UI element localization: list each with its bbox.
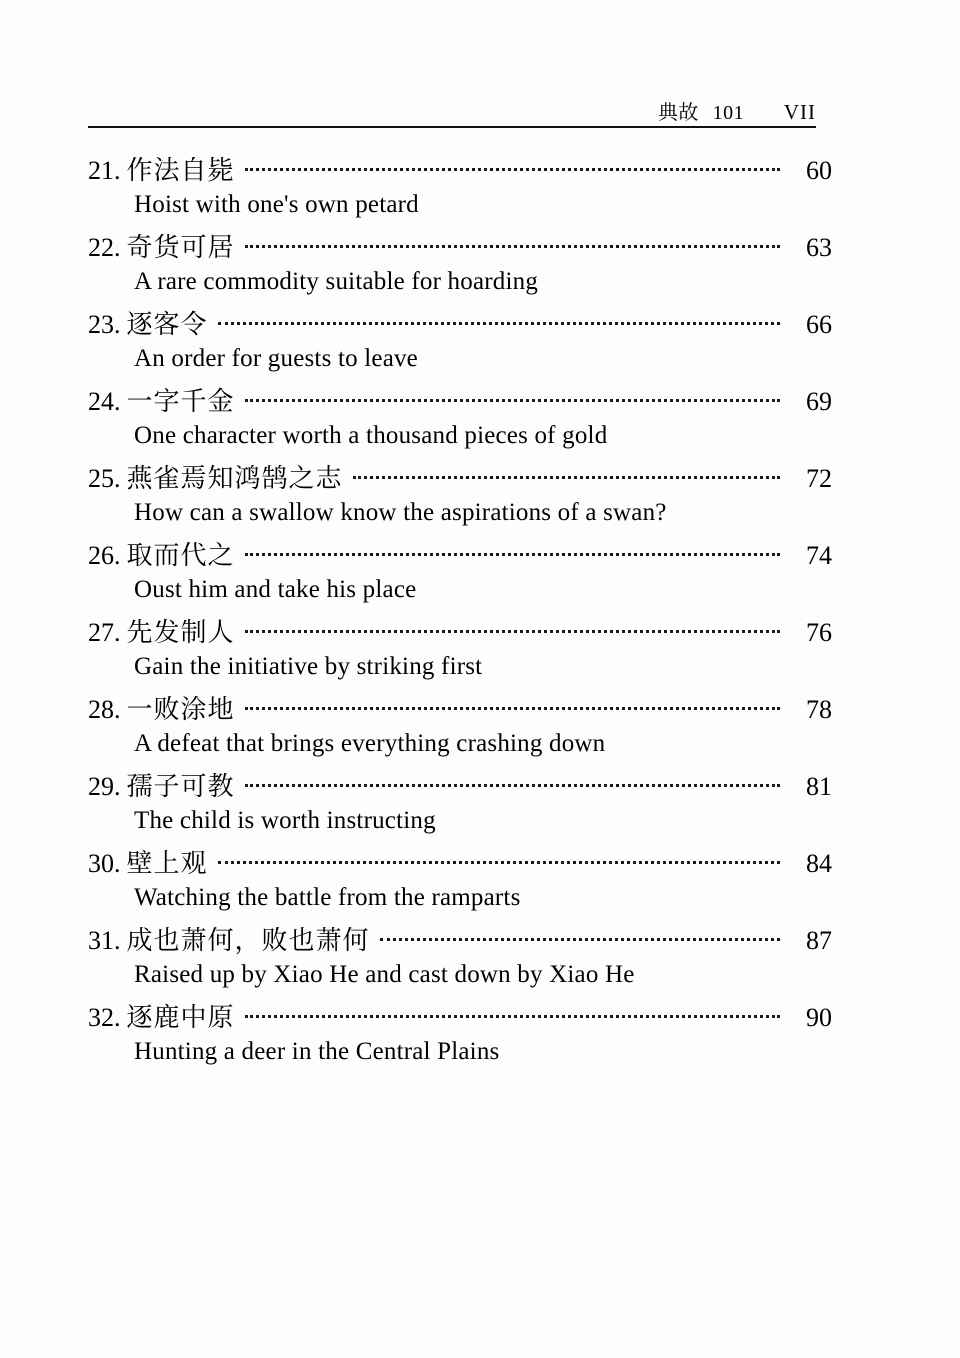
toc-entry-title-chinese: 逐鹿中原 [126, 1003, 235, 1033]
table-of-contents [88, 150, 832, 1074]
toc-entry-title-chinese: 取而代之 [126, 541, 235, 571]
running-header [88, 96, 816, 125]
toc-entry[interactable] [88, 227, 832, 296]
toc-entry-title-chinese: 壁上观 [126, 849, 208, 879]
toc-entry[interactable] [88, 997, 832, 1066]
dot-leader [245, 692, 780, 718]
toc-entry-page: 81 [806, 772, 832, 801]
toc-entry-number: 26. [88, 541, 121, 570]
toc-entry-title-chinese: 成也萧何，败也萧何 [126, 926, 370, 956]
toc-entry-page: 69 [806, 387, 832, 416]
toc-entry-number: 32. [88, 1003, 121, 1032]
toc-entry[interactable] [88, 381, 832, 450]
toc-entry[interactable] [88, 766, 832, 835]
header-page-number: VII [783, 100, 816, 124]
toc-entry-page: 74 [806, 541, 832, 570]
dot-leader [245, 153, 780, 179]
toc-entry-number: 29. [88, 772, 121, 801]
toc-entry-number: 22. [88, 233, 121, 262]
dot-leader [218, 307, 780, 333]
toc-entry-title-chinese: 作法自毙 [126, 156, 235, 186]
toc-entry-page: 90 [806, 1003, 832, 1032]
toc-entry-number: 24. [88, 387, 121, 416]
toc-entry-page: 78 [806, 695, 832, 724]
dot-leader [245, 230, 780, 256]
toc-entry-title-english: Gain the initiative by striking first [134, 653, 483, 680]
toc-entry-title-chinese: 一败涂地 [126, 695, 235, 725]
toc-entry-title-chinese: 逐客令 [126, 310, 208, 340]
toc-entry-page: 60 [806, 156, 832, 185]
toc-entry-title-english: A rare commodity suitable for hoarding [134, 268, 539, 295]
dot-leader [380, 923, 780, 949]
header-divider [88, 126, 816, 128]
toc-entry-title-english: Oust him and take his place [134, 576, 417, 603]
toc-entry[interactable] [88, 920, 832, 989]
dot-leader [245, 1000, 780, 1026]
toc-entry[interactable] [88, 458, 832, 527]
dot-leader [245, 769, 780, 795]
dot-leader [218, 846, 780, 872]
toc-entry-number: 30. [88, 849, 121, 878]
toc-entry-number: 21. [88, 156, 121, 185]
toc-entry-page: 76 [806, 618, 832, 647]
toc-entry[interactable] [88, 150, 832, 219]
toc-entry[interactable] [88, 535, 832, 604]
toc-entry[interactable] [88, 843, 832, 912]
toc-entry[interactable] [88, 689, 832, 758]
toc-entry-title-chinese: 奇货可居 [126, 233, 235, 263]
toc-entry-title-chinese: 燕雀焉知鸿鹄之志 [126, 464, 343, 494]
header-book-number: 101 [712, 102, 745, 124]
toc-entry[interactable] [88, 304, 832, 373]
toc-entry-number: 31. [88, 926, 121, 955]
toc-entry-title-english: Hoist with one's own petard [134, 191, 419, 218]
toc-entry-title-english: Hunting a deer in the Central Plains [134, 1038, 500, 1065]
toc-entry-title-english: Watching the battle from the ramparts [134, 884, 521, 911]
dot-leader [245, 615, 780, 641]
toc-entry-number: 27. [88, 618, 121, 647]
toc-entry-title-english: One character worth a thousand pieces of gold [134, 422, 608, 449]
toc-entry-title-english: A defeat that brings everything crashing down [134, 730, 606, 757]
toc-entry-title-english: The child is worth instructing [134, 807, 436, 834]
toc-entry-title-english: An order for guests to leave [134, 345, 418, 372]
toc-entry[interactable] [88, 612, 832, 681]
toc-entry-page: 66 [806, 310, 832, 339]
toc-entry-number: 28. [88, 695, 121, 724]
toc-entry-number: 25. [88, 464, 121, 493]
dot-leader [353, 461, 780, 487]
toc-entry-page: 84 [806, 849, 832, 878]
toc-entry-title-chinese: 先发制人 [126, 618, 235, 648]
toc-entry-page: 72 [806, 464, 832, 493]
header-book-title: 典故 [657, 100, 699, 124]
dot-leader [245, 538, 780, 564]
toc-entry-title-chinese: 孺子可教 [126, 772, 235, 802]
dot-leader [245, 384, 780, 410]
toc-entry-title-chinese: 一字千金 [126, 387, 235, 417]
toc-entry-page: 63 [806, 233, 832, 262]
toc-entry-page: 87 [806, 926, 832, 955]
toc-entry-title-english: Raised up by Xiao He and cast down by Xiao He [134, 961, 635, 988]
toc-entry-number: 23. [88, 310, 121, 339]
toc-entry-title-english: How can a swallow know the aspirations of a swan? [134, 499, 667, 526]
